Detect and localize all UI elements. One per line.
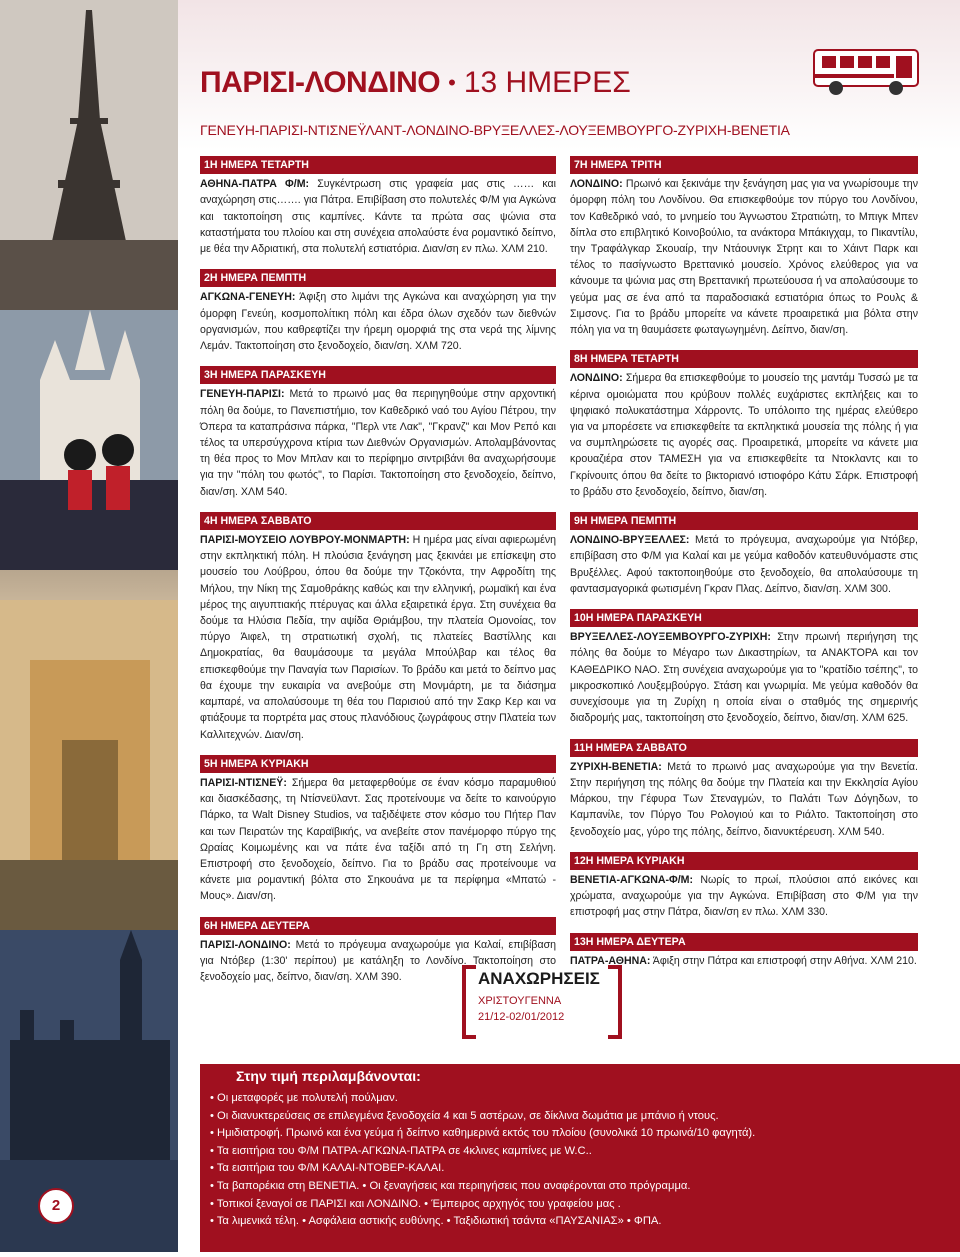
day-description [200,775,556,905]
day-route: ΠΑΤΡΑ-ΑΘΗΝΑ: [570,954,651,967]
departures-title: ΑΝΑΧΩΡΗΣΕΙΣ [478,969,600,988]
day-description [570,872,918,921]
day-route: ΖΥΡΙΧΗ-ΒΕΝΕΤΙΑ: [570,760,662,773]
day-route: ΑΓΚΩΝΑ-ΓΕΝΕΥΗ: [200,291,296,304]
day-heading: 6Η ΗΜΕΡΑ ΔΕΥΤΕΡΑ [200,917,556,935]
day-route: ΠΑΡΙΣΙ-ΛΟΝΔΙΝΟ: [200,938,291,951]
day-heading: 9Η ΗΜΕΡΑ ΠΕΜΠΤΗ [570,512,918,530]
route-subtitle: ΓΕΝΕΥΗ-ΠΑΡΙΣΙ-ΝΤΙΣΝΕΫΛΑΝΤ-ΛΟΝΔΙΝΟ-ΒΡΥΞΕΛΛΕΣ-ΛΟΥΞΕΜΒΟΥΡΓΟ-ΖΥΡΙΧΗ-ΒΕΝΕΤΙΑ [200,122,790,138]
day-description [200,289,556,354]
included-item: • Οι διανυκτερεύσεις σε επιλεγμένα ξενοδοχεία 4 και 5 αστέρων, σε δίκλινα δωμάτια με μπάνιο ή ντους. [210,1109,719,1122]
day-heading: 12Η ΗΜΕΡΑ ΚΥΡΙΑΚΗ [570,852,918,870]
day-text: Πρωινό και ξεκινάμε την ξενάγηση μας για να γνωρίσουμε την όμορφη πόλη του Λονδίνου. Θα επισκεφθούμε τον πύργο του Λονδίνου, τον Καθεδρικό ναό, το μνημείο του Άγνωστου Στρατιώτη, το Μπιγκ Μπεν δίπλα στο επιβλητικό Κοινοβούλιο, τα ανάκτορα Μπάκιγχαμ, το Πικαντίλυ, την Τραφάλγκαρ Σκουαίρ, την Ντάουνιγκ Στρητ και το Χάιντ Παρκ και τέλος το πασίγνωστο Βρεττανικό μουσείο. Χρόνος ελεύθερος για να κάνουμε τα ψώνια μας στη Βρεττανική πρωτεύουσα ή να απολαύσουμε το γεύμα μας σε ένα από τα παραδοσιακά εστιατόρια όπως το Ρουλς & Σιμσονς. Για το βράδυ μπορείτε να κάνετε προαιρετικά μια βόλτα στην πόλη για να τη θαυμάσετε φωταγωγημένη. Δείπνο, διαν/ση. [570,178,918,337]
day-route: ΛΟΝΔΙΝΟ: [570,372,623,385]
departures-dates: 21/12-02/01/2012 [478,1011,565,1023]
day-route: ΛΟΝΔΙΝΟ-ΒΡΥΞΕΛΛΕΣ: [570,534,690,547]
day-description [200,532,556,743]
included-item: • Τα εισιτήρια του Φ/Μ ΚΑΛΑΙ-ΝΤΟΒΕΡ-ΚΑΛΑΙ. [210,1162,445,1175]
day-text: Η ημέρα μας είναι αφιερωμένη στην εκπληκτική πόλη. Η πλούσια ξενάγηση μας ξεκινάει με επίσκεψη στο μουσείο του Λούβρου, όπου θα δούμε την Τζοκόντα, την Αφροδίτη της Μήλου, την Νίκη της Σαμοθράκης καθώς και την ελληνική, ρωμαϊκή και ένα μέρος της αιγυπτιακής πτέρυγας και άλλα εξαιρετικά έργα. Στη συνέχεια θα δούμε τα Ηλύσια Πεδία, την αψίδα Θριάμβου, την πλατεία Ομονοίας, τον πύργο Άιφελ, τη στρατιωτική σχολή, τις πλατείες Βαστίλλης και Δημοκρατίας, θα θαυμάσουμε τα μεγάλα Μπούλβαρ και τέλος θα επισκεφθούμε την Παναγία των Παρισίων. Το βράδυ και μετά το δείπνο μας θα έχουμε την ευκαιρία να ανεβούμε στη Μονμάρτη, με τα διάσημα καμπαρέ, να απολαύσουμε τη θέα του Παρισιού από την Σακρ Κερ και να φτιάξουμε τα πορτρέτα μας στους πλανόδιους ζωγράφους στην Πλατεία των Καλλιτεχνών. Διαν/ση. [200,534,557,741]
page-number: 2 [38,1188,74,1224]
bracket-left [462,965,476,1039]
day-description [570,953,918,969]
included-title: Στην τιμή περιλαμβάνονται: [236,1068,421,1084]
day-text: Μετά το πρόγευμα αναχωρούμε για Καλαί, επιβίβαση για Ντόβερ (1:30' περίπου) με κατάληξη το Λονδίνο. Τακτοποίηση στο ξενοδοχείο μας, δείπνο, διαν/ση. ΧΛΜ 390. [200,938,556,984]
day-text: Άφιξη στην Πάτρα και επιστροφή στην Αθήνα. ΧΛΜ 210. [650,954,917,967]
day-block [200,156,556,257]
day-route: ΒΡΥΞΕΛΛΕΣ-ΛΟΥΞΕΜΒΟΥΡΓΟ-ΖΥΡΙΧΗ: [570,631,771,644]
photo-collage [0,0,178,1252]
day-description [570,759,918,840]
day-block [570,156,918,338]
title-duration: 13 ΗΜΕΡΕΣ [463,66,631,99]
day-heading: 3Η ΗΜΕΡΑ ΠΑΡΑΣΚΕΥΗ [200,366,556,384]
day-heading: 13Η ΗΜΕΡΑ ΔΕΥΤΕΡΑ [570,933,918,951]
departures-box [462,965,622,1037]
day-text: Μετά το πρωινό μας θα περιηγηθούμε στην αρχοντική πόλη θα δούμε, το Πανεπιστήμιο, τον Καθεδρικό ναό του Αγίου Πέτρου, την Όπερα τα καταπράσινα πάρκα, "Περλ ντε Λακ", "Γκρανζ" και Μον Ρεπό και τέλος τα υπερσύγχρονα κτίρια των Διεθνών Οργανισμών. Απολαμβάνοντας τη θέα προς το Μον Μπλαν και το περίφημο σιντριβάνι θα αναχωρήσουμε για την "πόλη του φωτός", το Παρίσι. Τακτοποίηση στο ξενοδοχείο, δείπνο, διαν/ση. ΧΛΜ 540. [200,388,556,498]
day-block [200,366,556,500]
day-route: ΒΕΝΕΤΙΑ-ΑΓΚΩΝΑ-Φ/Μ: [570,873,694,886]
included-item: • Τοπικοί ξεναγοί σε ΠΑΡΙΣΙ και ΛΟΝΔΙΝΟ. • Έμπειρος αρχηγός του γραφείου μας . [210,1197,621,1210]
day-description [570,370,918,500]
day-block [570,739,918,840]
day-block [200,512,556,743]
day-route: ΠΑΡΙΣΙ-ΝΤΙΣΝΕΫ: [200,776,287,789]
day-block [570,350,918,500]
page-title [200,66,631,100]
title-separator: • [448,70,456,95]
bracket-right [608,965,622,1039]
day-heading: 5Η ΗΜΕΡΑ ΚΥΡΙΑΚΗ [200,755,556,773]
day-text: Σήμερα θα επισκεφθούμε το μουσείο της μαντάμ Τυσσώ με τα κέρινα ομοιώματα που κρύβουν πολλές ευχάριστες εκπλήξεις και το ψηφιακό πολυκατάστημα Χάρροντς. Το υπόλοιπο της ημέρας ελεύθερο για να μπορέσετε να επισκεφθείτε τα εκπληκτικά μουσεία της πόλης ή για να συμπληρώσετε τις αγορές σας. Προαιρετικά, μπορείτε να κάνετε μια κρουαζιέρα στον ΤΑΜΕΣΗ για να επισκεφθείτε τα Ντοκλαντς και το Γκρίνουιτς όπου θα δείτε το βικτοριανό ιστιοφόρο Κάτυ Σάρκ. Επιστροφή το βράδυ στο ξενοδοχείο, δείπνο, διαν/ση. [570,372,918,498]
day-block [570,933,918,969]
day-heading: 11Η ΗΜΕΡΑ ΣΑΒΒΑΤΟ [570,739,918,757]
included-list [210,1090,755,1231]
day-text: Μετά το πρωινό μας αναχωρούμε για την Βενετία. Στην περιήγηση της πόλης θα δούμε την Πλατεία και την Εκκλησία Αγίου Μάρκου, την Γέφυρα Των Στεναγμών, το Παλάτι Των Δόγηδων, το Καμπανίλε, τον Πύργο Του Ρολογιού και το Ριάλτο. Τακτοποίηση στο ξενοδοχείο μας, γύρο της πόλης, δείπνο, διανυκτέρευση. ΧΛΜ 540. [570,760,918,838]
day-block [570,852,918,921]
itinerary-right-column [570,156,918,981]
day-heading: 7Η ΗΜΕΡΑ ΤΡΙΤΗ [570,156,918,174]
day-block [200,269,556,354]
departures-season: ΧΡΙΣΤΟΥΓΕΝΝΑ [478,995,562,1007]
included-item: • Τα εισιτήρια του Φ/Μ ΠΑΤΡΑ-ΑΓΚΩΝΑ-ΠΑΤΡΑ σε 4κλινες καμπίνες με W.C.. [210,1144,592,1157]
day-block [570,512,918,597]
included-item: • Τα λιμενικά τέλη. • Ασφάλεια αστικής ευθύνης. • Ταξιδιωτική τσάντα «ΠΑΥΣΑΝΙΑΣ» • ΦΠΑ. [210,1215,662,1228]
day-description [570,532,918,597]
day-heading: 10Η ΗΜΕΡΑ ΠΑΡΑΣΚΕΥΗ [570,609,918,627]
included-item: • Τα βαπορέκια στη ΒΕΝΕΤΙΑ. • Οι ξεναγήσεις και περιηγήσεις που αναφέρονται στο πρόγραμμα. [210,1179,691,1192]
day-text: Σήμερα θα μεταφερθούμε σε έναν κόσμο παραμυθιού και διασκέδασης, τη Ντίσνεϋλαντ. Σας προτείνουμε να δείτε το καινούργιο Πάρκο, τα Walt Disney Studios, να ταξιδέψετε στον κόσμο του Πήτερ Παν και των Πειρατών της Καραϊβικής, να ανεβείτε στον πανέμορφο πύργο της Ωραίας Κοιμωμένης και να πάτε ένα ταξίδι από τη Γη στη Σελήνη. Επιστροφή στο ξενοδοχείο, δείπνο. Για το βράδυ σας προτείνουμε να κάνετε μια ρομαντική βόλτα στο Σηκουάνα με τα περίφημα «Μπατώ - Μους». Διαν/ση. [200,776,556,903]
day-text: Νωρίς το πρωί, πλούσιοι από εικόνες και χρώματα, αναχωρούμε για την Αγκώνα. Επιβίβαση στο Φ/Μ για την επιστροφή μας στην Πάτρα, διαν/ση εν πλω. ΧΛΜ 330. [570,873,918,919]
day-text: Άφιξη στο λιμάνι της Αγκώνα και αναχώρηση για την όμορφη Γενεύη, κοσμοπολίτικη πόλη και έδρα όλων σχεδόν των διεθνών οργανισμών, που καθρεφτίζει την ήρεμη ομορφιά της στα νερά της λίμνης Λεμάν. Τακτοποίηση στο ξενοδοχείο, διαν/ση. ΧΛΜ 720. [200,291,556,353]
day-heading: 8Η ΗΜΕΡΑ ΤΕΤΑΡΤΗ [570,350,918,368]
day-route: ΑΘΗΝΑ-ΠΑΤΡΑ Φ/Μ: [200,178,310,191]
day-heading: 1Η ΗΜΕΡΑ ΤΕΤΑΡΤΗ [200,156,556,174]
day-heading: 4Η ΗΜΕΡΑ ΣΑΒΒΑΤΟ [200,512,556,530]
day-text: Συγκέντρωση στις γραφεία μας στις …… και αναχώρηση στις……. για Πάτρα. Επιβίβαση στο πολυτελές Φ/Μ για Αγκώνα και τακτοποίηση στις καμπίνες. Κάντε τα πρώτα σας ψώνια στα καταστήματα του πλοίου και στη συνέχεια απολαύστε ένα ρομαντικό δείπνο, με θέα την Αδριατική, στα πολυτελή εστιατόρια. Διαν/ση εν πλω. ΧΛΜ 210. [200,178,556,256]
day-heading: 2Η ΗΜΕΡΑ ΠΕΜΠΤΗ [200,269,556,287]
day-block [200,755,556,905]
day-description [200,176,556,257]
day-description [570,629,918,726]
day-text: Μετά το πρόγευμα, αναχωρούμε για Ντόβερ, επιβίβαση στο Φ/Μ για Καλαί και με γεύμα καθοδόν κατευθυνόμαστε στις Βρυξέλλες. Αφού τακτοποιηθούμε στο ξενοδοχείο, θα απολαύσουμε τη φαντασμαγορικά φωτισμένη Γκραν Πλας. Δείπνο, διαν/ση. ΧΛΜ 300. [570,534,918,595]
photo-collage-art [0,0,178,1252]
title-destination: ΠΑΡΙΣΙ-ΛΟΝΔΙΝΟ [200,66,441,99]
included-item: • Οι μεταφορές με πολυτελή πούλμαν. [210,1092,398,1104]
bus-icon [812,46,922,98]
included-item: • Ημιδιατροφή. Πρωινό και ένα γεύμα ή δείπνο καθημερινά εκτός του πλοίου (συνολικά 10 πρωινά/10 φαγητά). [210,1127,756,1140]
day-description [200,386,556,499]
day-route: ΓΕΝΕΥΗ-ΠΑΡΙΣΙ: [200,388,285,401]
itinerary-left-column [200,156,556,997]
day-route: ΛΟΝΔΙΝΟ: [570,178,623,191]
day-description [570,176,918,338]
day-block [570,609,918,726]
day-text: Στην πρωινή περιήγηση της πόλης θα δούμε το Μέγαρο των Δικαστηρίων, τα ΑΝΑΚΤΟΡΑ και τον ΚΑΘΕΔΡΙΚΟ ΝΑΟ. Στη συνέχεια αναχωρούμε για το "κρατίδιο τσέπης", το μικροσκοπικό Λουξεμβούργο. Στάση και γνωριμία. Με γεύμα καθοδόν θα συνεχίσουμε για τη Ζυρίχη η οποία είναι ο σταθμός της σημερινής διαδρομής μας, τακτοποίηση στο ξενοδοχείο, δείπνο, διαν/ση. ΧΛΜ 625. [570,631,918,725]
day-route: ΠΑΡΙΣΙ-ΜΟΥΣΕΙΟ ΛΟΥΒΡΟΥ-ΜΟΝΜΑΡΤΗ: [200,534,410,547]
